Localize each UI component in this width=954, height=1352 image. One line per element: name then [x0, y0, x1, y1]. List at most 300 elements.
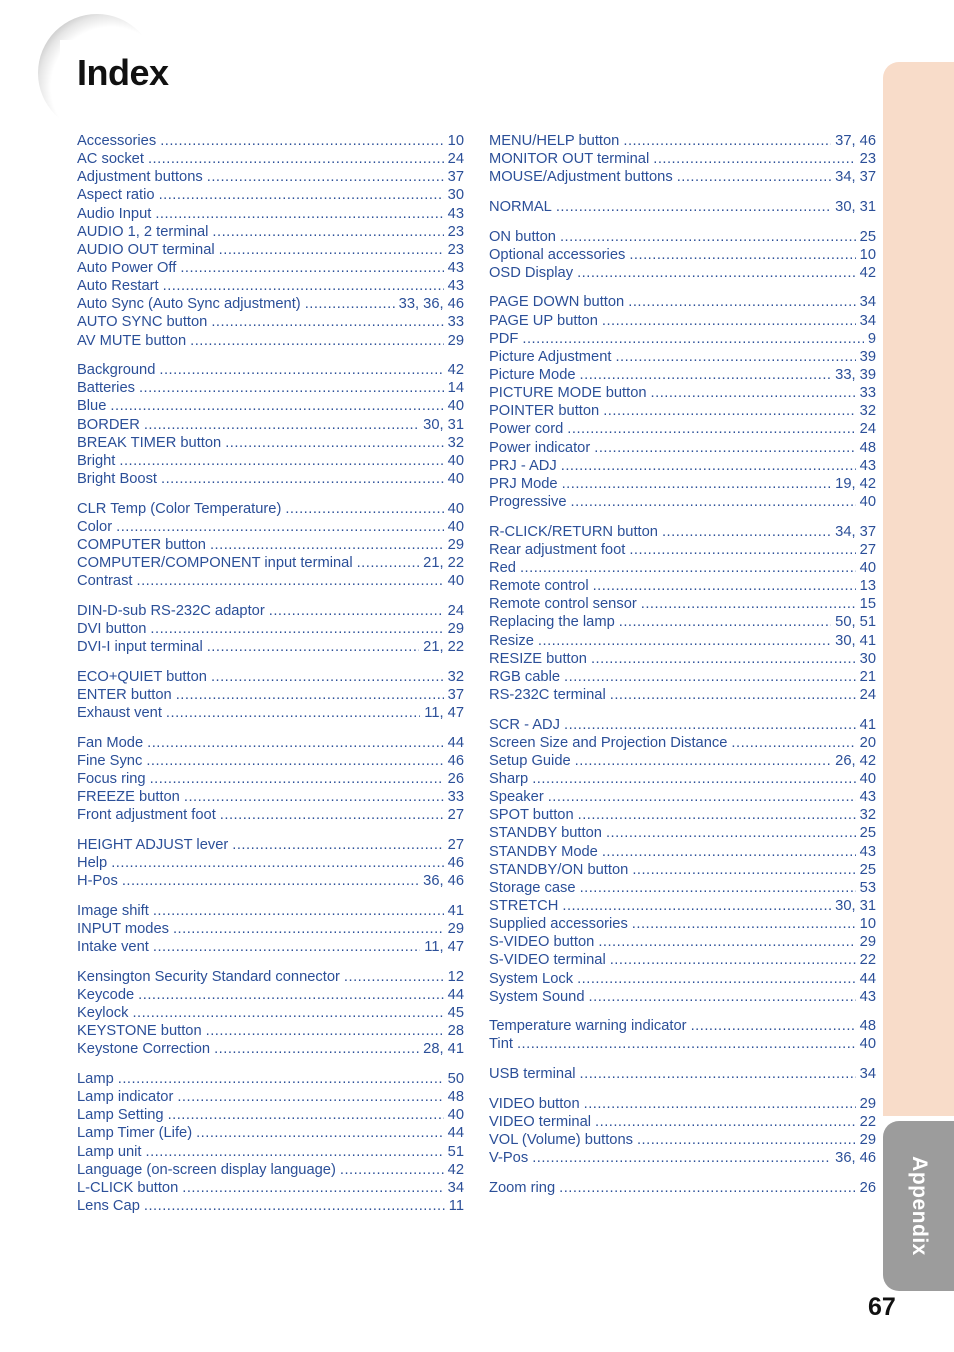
dot-leader [269, 602, 444, 620]
dot-leader [219, 241, 444, 259]
index-group [489, 1017, 876, 1053]
index-pages[interactable]: 36, 46 [835, 1150, 876, 1167]
index-group [77, 361, 464, 488]
index-entry[interactable] [489, 1179, 876, 1197]
index-pages[interactable]: 33, 39 [835, 367, 876, 384]
index-entry[interactable] [489, 264, 876, 282]
dot-leader [623, 132, 831, 150]
index-entry[interactable] [489, 475, 876, 493]
index-pages[interactable]: 32 [447, 434, 464, 451]
index-entry[interactable] [77, 132, 464, 150]
index-entry[interactable] [489, 915, 876, 933]
index-entry[interactable] [77, 150, 464, 168]
index-entry[interactable] [77, 968, 464, 986]
index-pages[interactable]: 42 [447, 1161, 464, 1178]
index-entry[interactable] [77, 1022, 464, 1040]
index-entry[interactable] [489, 577, 876, 595]
index-entry[interactable] [489, 384, 876, 402]
dot-leader [146, 1143, 444, 1161]
index-entry[interactable] [489, 402, 876, 420]
index-entry[interactable] [77, 277, 464, 295]
dot-leader [111, 854, 443, 872]
index-entry[interactable] [77, 313, 464, 331]
index-entry[interactable] [77, 332, 464, 350]
index-entry[interactable] [489, 523, 876, 541]
index-entry[interactable] [489, 228, 876, 246]
index-entry[interactable] [77, 416, 464, 434]
dot-leader [214, 1040, 419, 1058]
index-pages[interactable]: 43 [447, 205, 464, 222]
index-entry[interactable] [77, 734, 464, 752]
index-group [77, 734, 464, 825]
index-term: ENTER button [77, 686, 172, 703]
index-pages[interactable]: 37, 46 [835, 133, 876, 149]
index-pages[interactable]: 29 [859, 934, 876, 951]
index-entry[interactable] [77, 397, 464, 415]
index-entry[interactable] [489, 330, 876, 348]
dot-leader [517, 1035, 856, 1053]
index-pages[interactable]: 33 [447, 314, 464, 331]
index-entry[interactable] [489, 198, 876, 216]
dot-leader [538, 632, 831, 650]
index-term: Tint [489, 1036, 513, 1053]
index-pages[interactable]: 24 [447, 151, 464, 168]
index-pages[interactable]: 44 [447, 1125, 464, 1142]
dot-leader [594, 439, 855, 457]
index-pages[interactable]: 23 [447, 241, 464, 258]
index-entry[interactable] [489, 879, 876, 897]
index-pages[interactable]: 40 [447, 452, 464, 469]
index-pages[interactable]: 20 [859, 734, 876, 751]
index-pages[interactable]: 33 [447, 789, 464, 806]
index-pages[interactable]: 44 [447, 734, 464, 751]
index-pages[interactable]: 25 [859, 228, 876, 245]
index-entry[interactable] [77, 295, 464, 313]
index-pages[interactable]: 10 [859, 246, 876, 263]
index-entry[interactable] [489, 716, 876, 734]
index-entry[interactable] [77, 1070, 464, 1088]
index-term: Supplied accessories [489, 916, 628, 933]
appendix-section-tab[interactable] [883, 1121, 954, 1291]
index-pages[interactable]: 23 [447, 223, 464, 240]
index-pages[interactable]: 25 [859, 861, 876, 878]
index-entry[interactable] [77, 434, 464, 452]
index-pages[interactable]: 40 [447, 1107, 464, 1124]
index-pages[interactable]: 29 [859, 1095, 876, 1112]
index-pages[interactable]: 40 [447, 518, 464, 535]
index-entry[interactable] [77, 1143, 464, 1161]
index-pages[interactable]: 24 [447, 602, 464, 619]
index-pages[interactable]: 40 [447, 500, 464, 517]
index-pages[interactable]: 34 [447, 1179, 464, 1196]
index-pages[interactable]: 34, 37 [835, 523, 876, 540]
index-term: Contrast [77, 573, 133, 590]
index-pages[interactable]: 39 [859, 348, 876, 365]
index-pages[interactable]: 32 [859, 403, 876, 420]
index-entry[interactable] [77, 1124, 464, 1142]
index-pages[interactable]: 29 [447, 621, 464, 638]
index-entry[interactable] [489, 770, 876, 788]
index-term: Language (on-screen display language) [77, 1161, 336, 1178]
index-pages[interactable]: 46 [447, 855, 464, 872]
index-term: Background [77, 362, 156, 379]
index-entry[interactable] [77, 752, 464, 770]
index-pages[interactable]: 34 [859, 294, 876, 311]
index-pages[interactable]: 50 [447, 1070, 464, 1087]
index-term: HEIGHT ADJUST lever [77, 836, 229, 853]
index-pages[interactable]: 34, 37 [835, 169, 876, 186]
index-entry[interactable] [77, 986, 464, 1004]
index-entry[interactable] [77, 536, 464, 554]
dot-leader [159, 361, 443, 379]
index-entry[interactable] [489, 668, 876, 686]
dot-leader [150, 620, 443, 638]
index-term: Focus ring [77, 771, 146, 787]
index-entry[interactable] [77, 704, 464, 722]
index-entry[interactable] [77, 1040, 464, 1058]
index-pages[interactable]: 10 [859, 916, 876, 933]
dot-leader [575, 752, 832, 770]
index-entry[interactable] [77, 1088, 464, 1106]
index-pages[interactable]: 53 [859, 879, 876, 896]
index-term: COMPUTER button [77, 536, 206, 553]
index-entry[interactable] [77, 938, 464, 956]
index-pages[interactable]: 40 [447, 471, 464, 488]
index-term: AV MUTE button [77, 332, 187, 349]
index-pages[interactable]: 26 [447, 771, 464, 787]
index-entry[interactable] [489, 312, 876, 330]
index-term: PRJ - ADJ [489, 457, 557, 474]
index-term: Exhaust vent [77, 705, 162, 722]
dot-leader [119, 452, 443, 470]
index-entry[interactable] [489, 1113, 876, 1131]
index-term: Storage case [489, 879, 576, 896]
index-pages[interactable]: 40 [447, 398, 464, 415]
index-pages[interactable]: 25 [859, 825, 876, 842]
index-term: Remote control [489, 578, 589, 595]
index-entry[interactable] [489, 632, 876, 650]
dot-leader [577, 264, 856, 282]
index-pages[interactable]: 27 [859, 541, 876, 558]
index-entry[interactable] [77, 361, 464, 379]
index-pages[interactable]: 43 [447, 278, 464, 295]
index-pages[interactable]: 28, 41 [423, 1041, 464, 1058]
index-pages[interactable]: 36, 46 [423, 873, 464, 890]
index-entry[interactable] [489, 806, 876, 824]
index-pages[interactable]: 29 [447, 536, 464, 553]
index-entry[interactable] [77, 770, 464, 788]
index-entry[interactable] [489, 293, 876, 311]
index-entry[interactable] [489, 493, 876, 511]
index-term: MONITOR OUT terminal [489, 151, 650, 168]
index-pages[interactable]: 33 [859, 385, 876, 402]
index-entry[interactable] [77, 1179, 464, 1197]
index-pages[interactable]: 48 [859, 439, 876, 456]
index-pages[interactable]: 22 [859, 1113, 876, 1130]
index-entry[interactable] [489, 168, 876, 186]
index-entry[interactable] [77, 241, 464, 259]
index-entry[interactable] [489, 559, 876, 577]
index-pages[interactable]: 40 [859, 1036, 876, 1053]
index-entry[interactable] [77, 186, 464, 204]
index-term: Bright [77, 452, 116, 469]
index-pages[interactable]: 11, 47 [424, 939, 464, 956]
dot-leader [632, 861, 855, 879]
dot-leader [677, 168, 831, 186]
index-entry[interactable] [77, 223, 464, 241]
index-term: VIDEO button [489, 1095, 580, 1112]
index-pages[interactable]: 42 [447, 362, 464, 379]
index-term: Color [77, 518, 113, 535]
index-term: POINTER button [489, 403, 600, 420]
index-term: Setup Guide [489, 752, 571, 769]
index-pages[interactable]: 33, 36, 46 [398, 296, 464, 313]
index-entry[interactable] [77, 872, 464, 890]
index-entry[interactable] [489, 1065, 876, 1083]
index-term: OSD Display [489, 264, 574, 281]
index-entry[interactable] [489, 439, 876, 457]
index-entry[interactable] [489, 246, 876, 264]
index-entry[interactable] [489, 150, 876, 168]
index-pages[interactable]: 43 [859, 789, 876, 806]
dot-leader [180, 259, 443, 277]
index-term: Resize [489, 632, 534, 649]
index-group [489, 1179, 876, 1197]
index-term: DIN-D-sub RS-232C adaptor [77, 602, 265, 619]
index-pages[interactable]: 21 [859, 668, 876, 685]
index-pages[interactable]: 37 [447, 169, 464, 186]
index-pages[interactable]: 41 [447, 902, 464, 919]
index-group [77, 132, 464, 350]
index-entry[interactable] [489, 613, 876, 631]
index-group [77, 836, 464, 890]
index-pages[interactable]: 41 [859, 716, 876, 733]
index-pages[interactable]: 12 [447, 968, 464, 985]
index-entry[interactable] [77, 1106, 464, 1124]
dot-leader [584, 1095, 856, 1113]
index-entry[interactable] [77, 920, 464, 938]
index-entry[interactable] [77, 836, 464, 854]
index-entry[interactable] [489, 132, 876, 150]
index-entry[interactable] [489, 1017, 876, 1035]
index-pages[interactable]: 37 [447, 686, 464, 703]
index-pages[interactable]: 26, 42 [835, 752, 876, 769]
index-entry[interactable] [489, 686, 876, 704]
dot-leader [163, 277, 444, 295]
index-entry[interactable] [489, 897, 876, 915]
dot-leader [629, 541, 855, 559]
index-pages[interactable]: 40 [859, 771, 876, 787]
index-term: Audio Input [77, 205, 152, 222]
index-term: Front adjustment foot [77, 807, 216, 824]
index-term: Picture Mode [489, 367, 576, 384]
index-term: Keylock [77, 1005, 129, 1022]
index-pages[interactable]: 24 [859, 421, 876, 438]
index-pages[interactable]: 11 [448, 1197, 464, 1214]
index-pages[interactable]: 30 [859, 650, 876, 667]
dot-leader [225, 434, 443, 452]
index-entry[interactable] [489, 734, 876, 752]
index-term: USB terminal [489, 1066, 576, 1083]
index-term: V-Pos [489, 1150, 529, 1167]
index-pages[interactable]: 15 [859, 596, 876, 613]
index-pages[interactable]: 23 [859, 151, 876, 168]
dot-leader [207, 638, 419, 656]
dot-leader [560, 228, 856, 246]
index-entry[interactable] [489, 420, 876, 438]
index-term: Auto Power Off [77, 259, 177, 276]
index-pages[interactable]: 21, 22 [423, 555, 464, 572]
index-pages[interactable]: 28 [447, 1023, 464, 1040]
index-pages[interactable]: 46 [447, 752, 464, 769]
index-pages[interactable]: 43 [859, 988, 876, 1005]
index-term: FREEZE button [77, 789, 180, 806]
index-term: Auto Restart [77, 278, 159, 295]
index-entry[interactable] [489, 595, 876, 613]
index-entry[interactable] [489, 366, 876, 384]
index-term: Keycode [77, 986, 135, 1003]
index-entry[interactable] [77, 1004, 464, 1022]
index-entry[interactable] [77, 379, 464, 397]
index-pages[interactable]: 14 [447, 380, 464, 397]
index-entry[interactable] [489, 1131, 876, 1149]
index-pages[interactable]: 30, 31 [835, 897, 876, 914]
index-entry[interactable] [77, 500, 464, 518]
index-entry[interactable] [489, 951, 876, 969]
index-term: Accessories [77, 133, 157, 149]
index-term: COMPUTER/COMPONENT input terminal [77, 555, 353, 572]
index-pages[interactable]: 30, 41 [835, 632, 876, 649]
index-term: MENU/HELP button [489, 133, 620, 149]
index-term: L-CLICK button [77, 1179, 179, 1196]
dot-leader [561, 457, 856, 475]
index-term: Optional accessories [489, 246, 626, 263]
index-entry[interactable] [489, 843, 876, 861]
index-pages[interactable]: 21, 22 [423, 639, 464, 656]
index-pages[interactable]: 32 [859, 807, 876, 824]
index-entry[interactable] [77, 1197, 464, 1215]
index-entry[interactable] [77, 854, 464, 872]
index-pages[interactable]: 34 [859, 1066, 876, 1083]
index-entry[interactable] [489, 752, 876, 770]
dot-leader [662, 523, 831, 541]
index-entry[interactable] [77, 902, 464, 920]
index-pages[interactable]: 29 [447, 332, 464, 349]
dot-leader [562, 897, 831, 915]
index-entry[interactable] [489, 988, 876, 1006]
index-pages[interactable]: 50, 51 [835, 614, 876, 631]
index-entry[interactable] [77, 1161, 464, 1179]
index-entry[interactable] [77, 572, 464, 590]
index-pages[interactable]: 40 [859, 559, 876, 576]
index-entry[interactable] [489, 788, 876, 806]
index-entry[interactable] [489, 1149, 876, 1167]
index-entry[interactable] [77, 554, 464, 572]
index-pages[interactable]: 43 [447, 259, 464, 276]
index-entry[interactable] [489, 348, 876, 366]
index-entry[interactable] [489, 933, 876, 951]
index-pages[interactable]: 26 [859, 1179, 876, 1196]
index-entry[interactable] [77, 205, 464, 223]
index-pages[interactable]: 34 [859, 312, 876, 329]
index-pages[interactable]: 10 [447, 133, 464, 149]
index-pages[interactable]: 27 [447, 836, 464, 853]
dot-leader [155, 205, 443, 223]
index-pages[interactable]: 42 [859, 264, 876, 281]
index-entry[interactable] [489, 970, 876, 988]
index-pages[interactable]: 48 [447, 1089, 464, 1106]
index-term: MOUSE/Adjustment buttons [489, 169, 673, 186]
dot-leader [606, 824, 856, 842]
index-pages[interactable]: 32 [447, 668, 464, 685]
index-pages[interactable]: 43 [859, 457, 876, 474]
index-pages[interactable]: 30 [447, 187, 464, 204]
index-term: Image shift [77, 902, 149, 919]
index-right-column [489, 132, 876, 1208]
index-pages[interactable]: 51 [447, 1143, 464, 1160]
page-title: Index [77, 52, 169, 93]
index-term: Fan Mode [77, 734, 144, 751]
index-pages[interactable]: 27 [447, 807, 464, 824]
index-group [77, 602, 464, 656]
index-group [77, 902, 464, 956]
index-pages[interactable]: 19, 42 [835, 475, 876, 492]
index-entry[interactable] [77, 168, 464, 186]
index-pages[interactable]: 11, 47 [424, 705, 464, 722]
index-pages[interactable]: 30, 31 [423, 416, 464, 433]
index-pages[interactable]: 13 [859, 578, 876, 595]
index-pages[interactable]: 24 [859, 686, 876, 703]
index-entry[interactable] [489, 1035, 876, 1053]
index-term: H-Pos [77, 873, 118, 890]
index-entry[interactable] [489, 1095, 876, 1113]
index-entry[interactable] [77, 259, 464, 277]
index-entry[interactable] [489, 824, 876, 842]
index-term: Picture Adjustment [489, 348, 612, 365]
dot-leader [610, 951, 856, 969]
index-entry[interactable] [77, 668, 464, 686]
index-entry[interactable] [77, 470, 464, 488]
index-entry[interactable] [77, 686, 464, 704]
index-pages[interactable]: 44 [859, 970, 876, 987]
index-pages[interactable]: 22 [859, 952, 876, 969]
index-pages[interactable]: 43 [859, 843, 876, 860]
index-entry[interactable] [77, 620, 464, 638]
dot-leader [602, 312, 856, 330]
dot-leader [150, 770, 444, 788]
index-entry[interactable] [77, 602, 464, 620]
index-entry[interactable] [77, 518, 464, 536]
index-entry[interactable] [77, 806, 464, 824]
index-entry[interactable] [77, 638, 464, 656]
index-pages[interactable]: 40 [859, 494, 876, 511]
index-pages[interactable]: 48 [859, 1018, 876, 1035]
index-pages[interactable]: 40 [447, 573, 464, 590]
index-entry[interactable] [77, 452, 464, 470]
index-pages[interactable]: 9 [867, 330, 876, 347]
index-pages[interactable]: 29 [447, 920, 464, 937]
index-entry[interactable] [489, 457, 876, 475]
index-entry[interactable] [489, 650, 876, 668]
index-entry[interactable] [77, 788, 464, 806]
index-pages[interactable]: 30, 31 [835, 198, 876, 215]
index-pages[interactable]: 29 [859, 1132, 876, 1149]
dot-leader [110, 397, 443, 415]
index-pages[interactable]: 44 [447, 986, 464, 1003]
index-entry[interactable] [489, 861, 876, 879]
index-entry[interactable] [489, 541, 876, 559]
index-pages[interactable]: 45 [447, 1005, 464, 1022]
